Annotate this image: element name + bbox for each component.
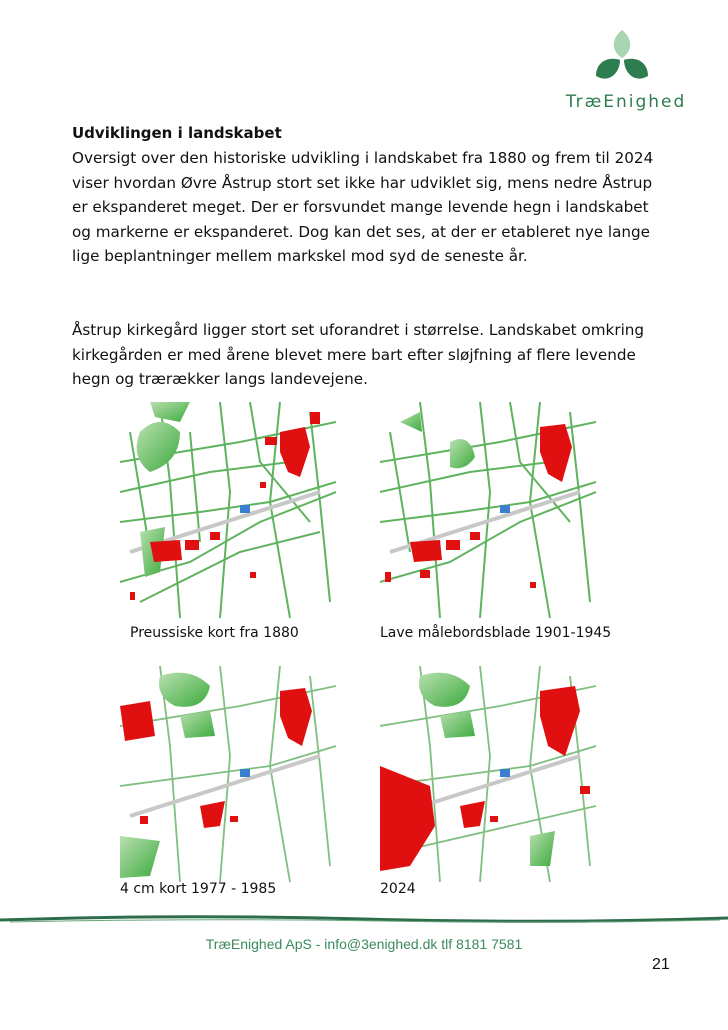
footer-contact: TræEnighed ApS - info@3enighed.dk tlf 8181 7581 [205, 936, 523, 952]
map-caption: Preussiske kort fra 1880 [130, 625, 299, 641]
brand-name: TræEnighed [565, 92, 687, 112]
footer-divider [0, 910, 728, 928]
page-number: 21 [652, 956, 670, 973]
map-caption: Lave målebordsblade 1901-1945 [380, 625, 612, 641]
map-2024 [380, 666, 596, 882]
map-1977-1985 [120, 666, 336, 882]
map-caption: 2024 [380, 881, 416, 897]
map-1880 [120, 402, 336, 618]
brand-logo [556, 28, 696, 118]
map-1901-1945 [380, 402, 596, 618]
historical-map-image [380, 402, 596, 618]
leaf-logo-icon [590, 28, 654, 86]
body-paragraph: Oversigt over den historiske udvikling i landskabet fra 1880 og frem til 2024 viser hvordan Øvre Åstrup stort set ikke har udviklet sig, mens nedre Åstrup er ekspanderet meget. Der er forsvundet mange levende hegn i landskabet og markerne er ekspanderet. Dog kan det ses, at der er etableret nye lange lige beplantninger mellem markskel mod syd de seneste år. [72, 149, 654, 265]
historical-map-image [380, 666, 596, 882]
section-title: Udviklingen i landskabet [72, 124, 282, 142]
body-paragraph: Åstrup kirkegård ligger stort set uforandret i størrelse. Landskabet omkring kirkegården er med årene blevet mere bart efter sløjfning af flere levende hegn og trærækker langs landevejene. [72, 321, 645, 388]
historical-map-image [120, 666, 336, 882]
historical-map-image [120, 402, 336, 618]
map-caption: 4 cm kort 1977 - 1985 [120, 881, 277, 897]
